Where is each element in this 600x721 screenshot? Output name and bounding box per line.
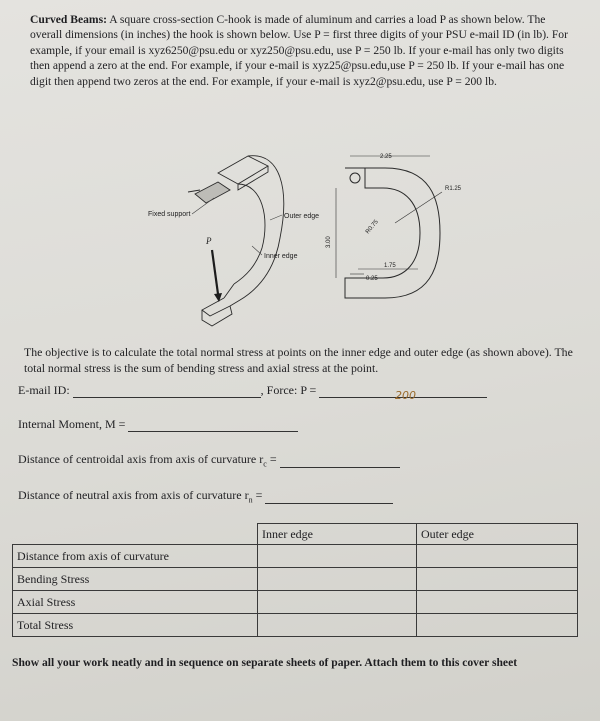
dim-r1-25: R1.25 [445, 186, 462, 192]
neutral-equals: = [252, 488, 263, 502]
table-row [13, 591, 578, 614]
label-load-p: P [206, 236, 212, 246]
results-table [12, 523, 578, 637]
label-inner-edge: Inner edge [264, 253, 298, 260]
force-handwritten-value: 200 [395, 389, 416, 402]
label-outer-edge: Outer edge [284, 213, 320, 220]
centroid-input[interactable] [280, 455, 400, 468]
table-header-row [13, 524, 578, 545]
moment-row [18, 417, 298, 432]
load-arrowhead [214, 293, 222, 302]
cell-total-outer[interactable] [417, 614, 578, 637]
dim-3-00: 3.00 [326, 236, 332, 248]
neutral-label: Distance of neutral axis from axis of curvature r [18, 488, 249, 502]
neutral-row [18, 488, 393, 504]
neutral-subscript: n [248, 495, 253, 505]
c-hook-figure [140, 148, 470, 328]
table-row [13, 614, 578, 637]
dim-1-75: 1.75 [384, 263, 396, 269]
moment-input[interactable] [128, 419, 298, 432]
table-row [13, 545, 578, 568]
force-label: , Force: P = [260, 383, 317, 397]
centroid-row [18, 452, 400, 468]
cell-total-inner[interactable] [258, 614, 417, 637]
load-arrow [212, 250, 218, 294]
email-input[interactable] [73, 385, 261, 398]
cell-distance-inner[interactable] [258, 545, 417, 568]
label-fixed-support: Fixed support [148, 211, 191, 218]
email-label: E-mail ID: [18, 383, 70, 397]
footer-instructions: Show all your work neatly and in sequence on separate sheets of paper. Attach them to this cover sheet [12, 656, 518, 669]
email-row [18, 383, 487, 398]
table-header-outer-edge: Outer edge [417, 524, 578, 545]
moment-label: Internal Moment, M = [18, 417, 126, 431]
cell-axial-outer[interactable] [417, 591, 578, 614]
dim-r0-75: R0.75 [364, 219, 380, 236]
problem-statement [30, 12, 578, 89]
row-label-distance: Distance from axis of curvature [13, 545, 258, 568]
cell-bending-inner[interactable] [258, 568, 417, 591]
objective-text: The objective is to calculate the total normal stress at points on the inner edge and outer edge (as shown above). The total normal stress is the sum of bending stress and axial stress at the point. [24, 345, 573, 375]
table-row [13, 568, 578, 591]
table-header-inner-edge: Inner edge [258, 524, 417, 545]
problem-body: A square cross-section C-hook is made of aluminum and carries a load P as shown below. The overall dimensions (in inches) the hook is shown below. Use P = first three digits of your PSU e-mail ID (in lb). For example, if your email is xyz6250@psu.edu or xyz250@psu.edu, use P = 250 lb. If your e-mail has only two digits then append a zero at the end. For example, if your e-mail is xyz25@psu.edu,use P = 250 lb. If your e-mail has one digit then append two zeros at the end. For example, if your e-mail is xyz2@psu.edu, use P = 200 lb. [30, 13, 568, 88]
centroid-label: Distance of centroidal axis from axis of curvature r [18, 452, 264, 466]
table-header-blank [13, 524, 258, 545]
problem-title: Curved Beams: [30, 13, 107, 26]
row-label-bending: Bending Stress [13, 568, 258, 591]
row-label-total: Total Stress [13, 614, 258, 637]
centroid-equals: = [266, 452, 277, 466]
cell-axial-inner[interactable] [258, 591, 417, 614]
cell-bending-outer[interactable] [417, 568, 578, 591]
hook-2d-drawing [345, 168, 440, 298]
row-label-axial: Axial Stress [13, 591, 258, 614]
dim-0-25: 0.25 [366, 276, 378, 282]
neutral-input[interactable] [265, 491, 393, 504]
cell-distance-outer[interactable] [417, 545, 578, 568]
hook-3d-drawing [188, 156, 284, 326]
dim-2-25: 2.25 [380, 154, 392, 160]
centroid-subscript: c [263, 459, 267, 469]
